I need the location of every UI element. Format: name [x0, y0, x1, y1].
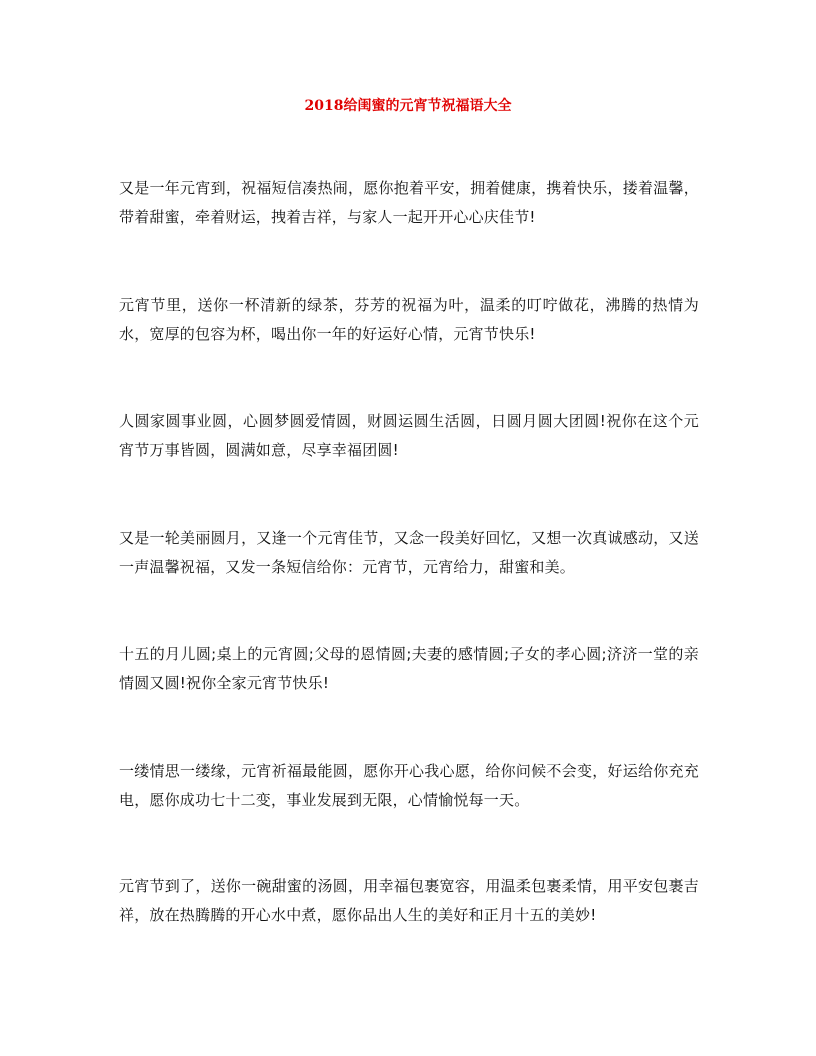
paragraph-2: 元宵节里，送你一杯清新的绿茶，芬芳的祝福为叶，温柔的叮咛做花，沸腾的热情为水，宽厚的包容为杯，喝出你一年的好运好心情，元宵节快乐! [119, 296, 699, 343]
paragraph-7: 元宵节到了，送你一碗甜蜜的汤圆，用幸福包裹宽容，用温柔包裹柔情，用平安包裹吉祥，放在热腾腾的开心水中煮，愿你品出人生的美好和正月十五的美妙! [119, 877, 699, 924]
paragraph-6: 一缕情思一缕缘，元宵祈福最能圆，愿你开心我心愿，给你问候不会变，好运给你充充电，愿你成功七十二变，事业发展到无限，心情愉悦每一天。 [119, 762, 699, 809]
paragraph-5: 十五的月儿圆;桌上的元宵圆;父母的恩情圆;夫妻的感情圆;子女的孝心圆;济济一堂的亲情圆又圆!祝你全家元宵节快乐! [119, 645, 699, 692]
document-title: 2018给闺蜜的元宵节祝福语大全 [304, 98, 512, 114]
paragraph-1: 又是一年元宵到，祝福短信凑热闹，愿你抱着平安，拥着健康，携着快乐，搂着温馨，带着甜蜜，牵着财运，拽着吉祥，与家人一起开开心心庆佳节! [119, 179, 699, 226]
paragraph-4: 又是一轮美丽圆月，又逢一个元宵佳节，又念一段美好回忆，又想一次真诚感动，又送一声温馨祝福，又发一条短信给你：元宵节，元宵给力，甜蜜和美。 [119, 529, 699, 576]
paragraph-3: 人圆家圆事业圆，心圆梦圆爱情圆，财圆运圆生活圆，日圆月圆大团圆!祝你在这个元宵节万事皆圆，圆满如意，尽享幸福团圆! [119, 412, 699, 459]
